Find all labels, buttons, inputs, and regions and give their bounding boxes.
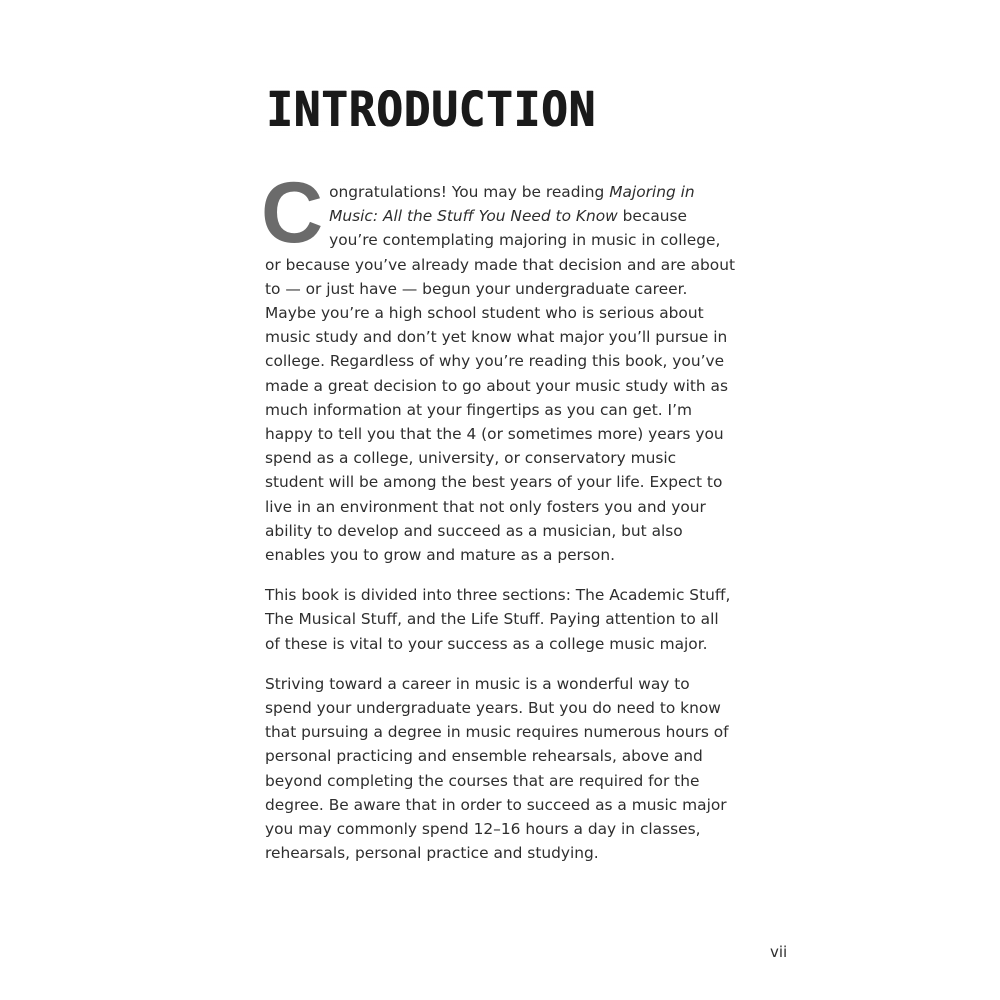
drop-cap: C (261, 165, 324, 261)
paragraph-2: This book is divided into three sections: The Academic Stuff, The Musical Stuff, and the Life Stuff. Paying attention to all of these is vital to your success as a college music major. (265, 586, 731, 653)
chapter-title: INTRODUCTION (266, 80, 596, 142)
paragraph-1-lead: ongratulations! You may be reading (329, 183, 610, 201)
book-title: Majoring in Music: All the Stuff You Need to Know (329, 183, 695, 226)
page-number: vii (770, 943, 788, 961)
paragraph-1-rest: because you’re contemplating majoring in music in college, or because you’ve already made that decision and are about to — or just have — begun your undergraduate career. Maybe you’re a high school student who is serious about music study and don’t yet know what major you’ll pursue in college. Regardless of why you’re reading this book, you’ve made a great decision to go about your music study with as much information at your fingertips as you can get. I’m happy to tell you that the 4 (or sometimes more) years you spend as a college, university, or conservatory music student will be among the best years of your life. Expect to live in an environment that not only fosters you and your ability to develop and succeed as a musician, but also enables you to grow and mature as a person. (265, 207, 735, 565)
body-text (261, 165, 735, 881)
paragraph-3: Striving toward a career in music is a wonderful way to spend your undergraduate years. But you do need to know that pursuing a degree in music requires numerous hours of personal practicing and ensemble rehearsals, above and beyond completing the courses that are required for the degree. Be aware that in order to succeed as a music major you may commonly spend 12–16 hours a day in classes, rehearsals, personal practice and studying. (265, 674, 729, 863)
paragraph-1 (261, 165, 735, 567)
